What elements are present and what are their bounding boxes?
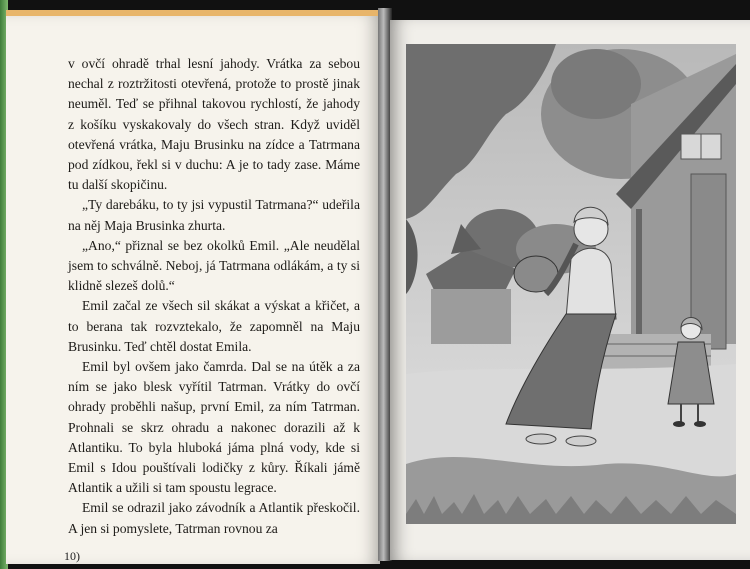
left-page xyxy=(6,10,380,564)
right-page xyxy=(390,20,750,560)
paragraph: „Ty darebáku, to ty jsi vypustil Tatrmana?“ udeřila na něj Maja Brusinka zhurta. xyxy=(68,197,360,233)
page-number: 10) xyxy=(64,549,80,563)
paragraph: v ovčí ohradě trhal lesní jahody. Vrátka za sebou nechal z roztržitosti otevřená, protože to prostě jinak neuměl. Teď se přihnal takovou rychlostí, že jahody z košíku vyskakovaly do všech stran. Když uviděl otevřená vrátka, Maju Brusinku na zídce a Tatrmana pod zídkou, řekl si v duchu: A je to tady zase. Máme tu další skopičinu. xyxy=(68,56,360,193)
pencil-illustration xyxy=(406,44,736,524)
paragraph: „Ano,“ přiznal se bez okolků Emil. „Ale neudělal jsem to schválně. Neboj, já Tatrmana odlákám, a ty si klidně slezeš dolů.“ xyxy=(68,237,360,294)
paragraph: Emil byl ovšem jako čamrda. Dal se na útěk a za ním se jako blesk vyřítil Tatrman. Vrátky do ovčí ohrady proběhli našup, první Emil, za ním Tatrman. Prohnali se skrz ohradu a nakonec dorazili až k Atlantiku. To byla hluboká jáma plná vody, kde si Emil s Idou pouštívali lodičky z kůry. Říkali jámě Atlantik a užili si tam spoustu legrace. xyxy=(68,359,360,496)
paragraph: Emil začal ze všech sil skákat a výskat a křičet, a to berana tak rozvztekalo, že zapomněl na Maju Brusinku. Teď chtěl dostat Emila. xyxy=(68,298,360,354)
paragraph: Emil se odrazil jako závodník a Atlantik přeskočil. A jen si pomyslete, Tatrman rovnou za xyxy=(68,500,360,536)
body-text xyxy=(68,54,360,539)
